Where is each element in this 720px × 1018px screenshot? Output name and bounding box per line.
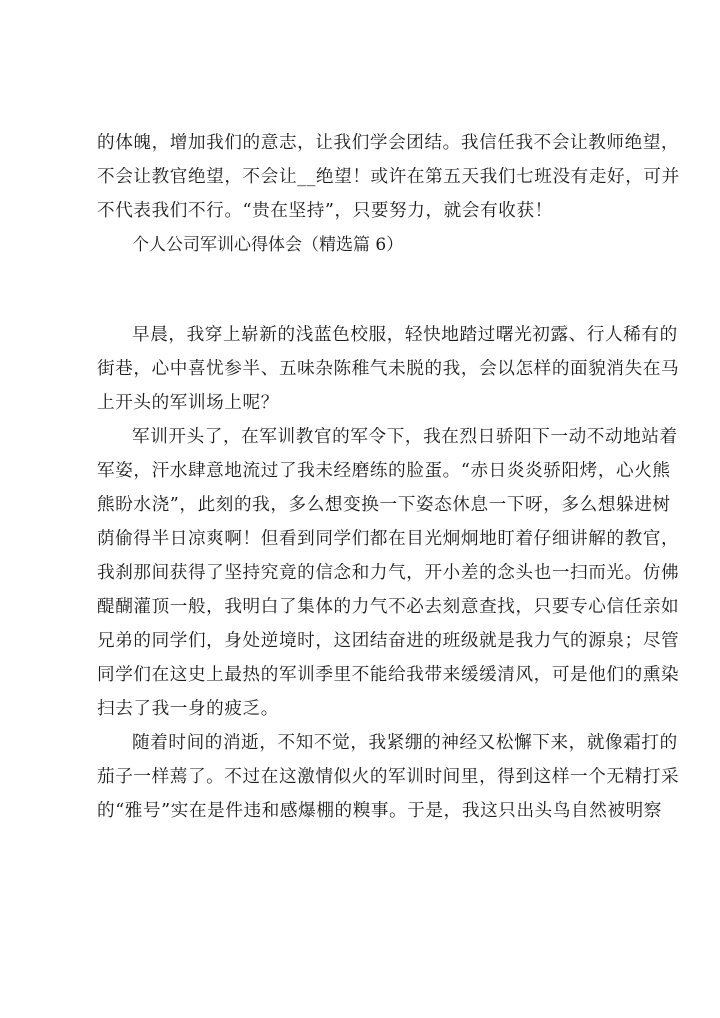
text-line: 不会让教官绝望，不会让__绝望！或许在第五天我们七班没有走好，可并 xyxy=(97,167,680,187)
text-line: 的“雅号”实在是件违和感爆棚的糗事。于是，我这只出头鸟自然被明察 xyxy=(97,801,663,821)
text-line: 扫去了我一身的疲乏。 xyxy=(97,699,279,719)
text-line: 不代表我们不行。“贵在坚持”，只要努力，就会有收获！ xyxy=(97,201,553,221)
text-line: 军姿，汗水肆意地流过了我未经磨练的脸蛋。“赤日炎炎骄阳烤，心火熊 xyxy=(97,461,671,481)
paragraph-time-passing xyxy=(97,726,680,828)
text-line: 随着时间的消逝，不知不觉，我紧绷的神经又松懈下来，就像霜打的 xyxy=(132,733,678,753)
text-line: 醍醐灌顶一般，我明白了集体的力气不必去刻意查找，只要专心信任亲如 xyxy=(97,597,680,617)
text-line: 荫偷得半日凉爽啊！但看到同学们都在目光炯炯地盯着仔细讲解的教官， xyxy=(97,529,680,549)
text-line: 街巷，心中喜忧参半、五味杂陈稚气未脱的我，会以怎样的面貌消失在马 xyxy=(97,359,680,379)
text-line: 茄子一样蔫了。不过在这激情似火的军训时间里，得到这样一个无精打采 xyxy=(97,767,680,787)
text-line: 我刹那间获得了坚持究竟的信念和力气，开小差的念头也一扫而光。仿佛 xyxy=(97,563,680,583)
text-line: 兄弟的同学们，身处逆境时，这团结奋进的班级就是我力气的源泉；尽管 xyxy=(97,631,680,651)
text-line: 早晨，我穿上崭新的浅蓝色校服，轻快地踏过曙光初露、行人稀有的 xyxy=(132,325,678,345)
paragraph-continuation xyxy=(97,126,680,228)
text-line: 上开头的军训场上呢？ xyxy=(97,393,279,413)
section-heading: 个人公司军训心得体会（精选篇 6） xyxy=(132,235,404,255)
document-page xyxy=(97,126,680,828)
text-line: 同学们在这史上最热的军训季里不能给我带来缓缓清风，可是他们的熏染 xyxy=(97,665,680,685)
text-line: 军训开头了，在军训教官的军令下，我在烈日骄阳下一动不动地站着 xyxy=(132,427,678,447)
paragraph-morning xyxy=(97,318,680,420)
paragraph-training-start xyxy=(97,420,680,726)
text-line: 熊盼水浇”，此刻的我，多么想变换一下姿态休息一下呀，多么想躲进树 xyxy=(97,495,671,515)
text-line: 的体魄，增加我们的意志，让我们学会团结。我信任我不会让教师绝望， xyxy=(97,133,680,153)
spacer xyxy=(97,262,633,318)
